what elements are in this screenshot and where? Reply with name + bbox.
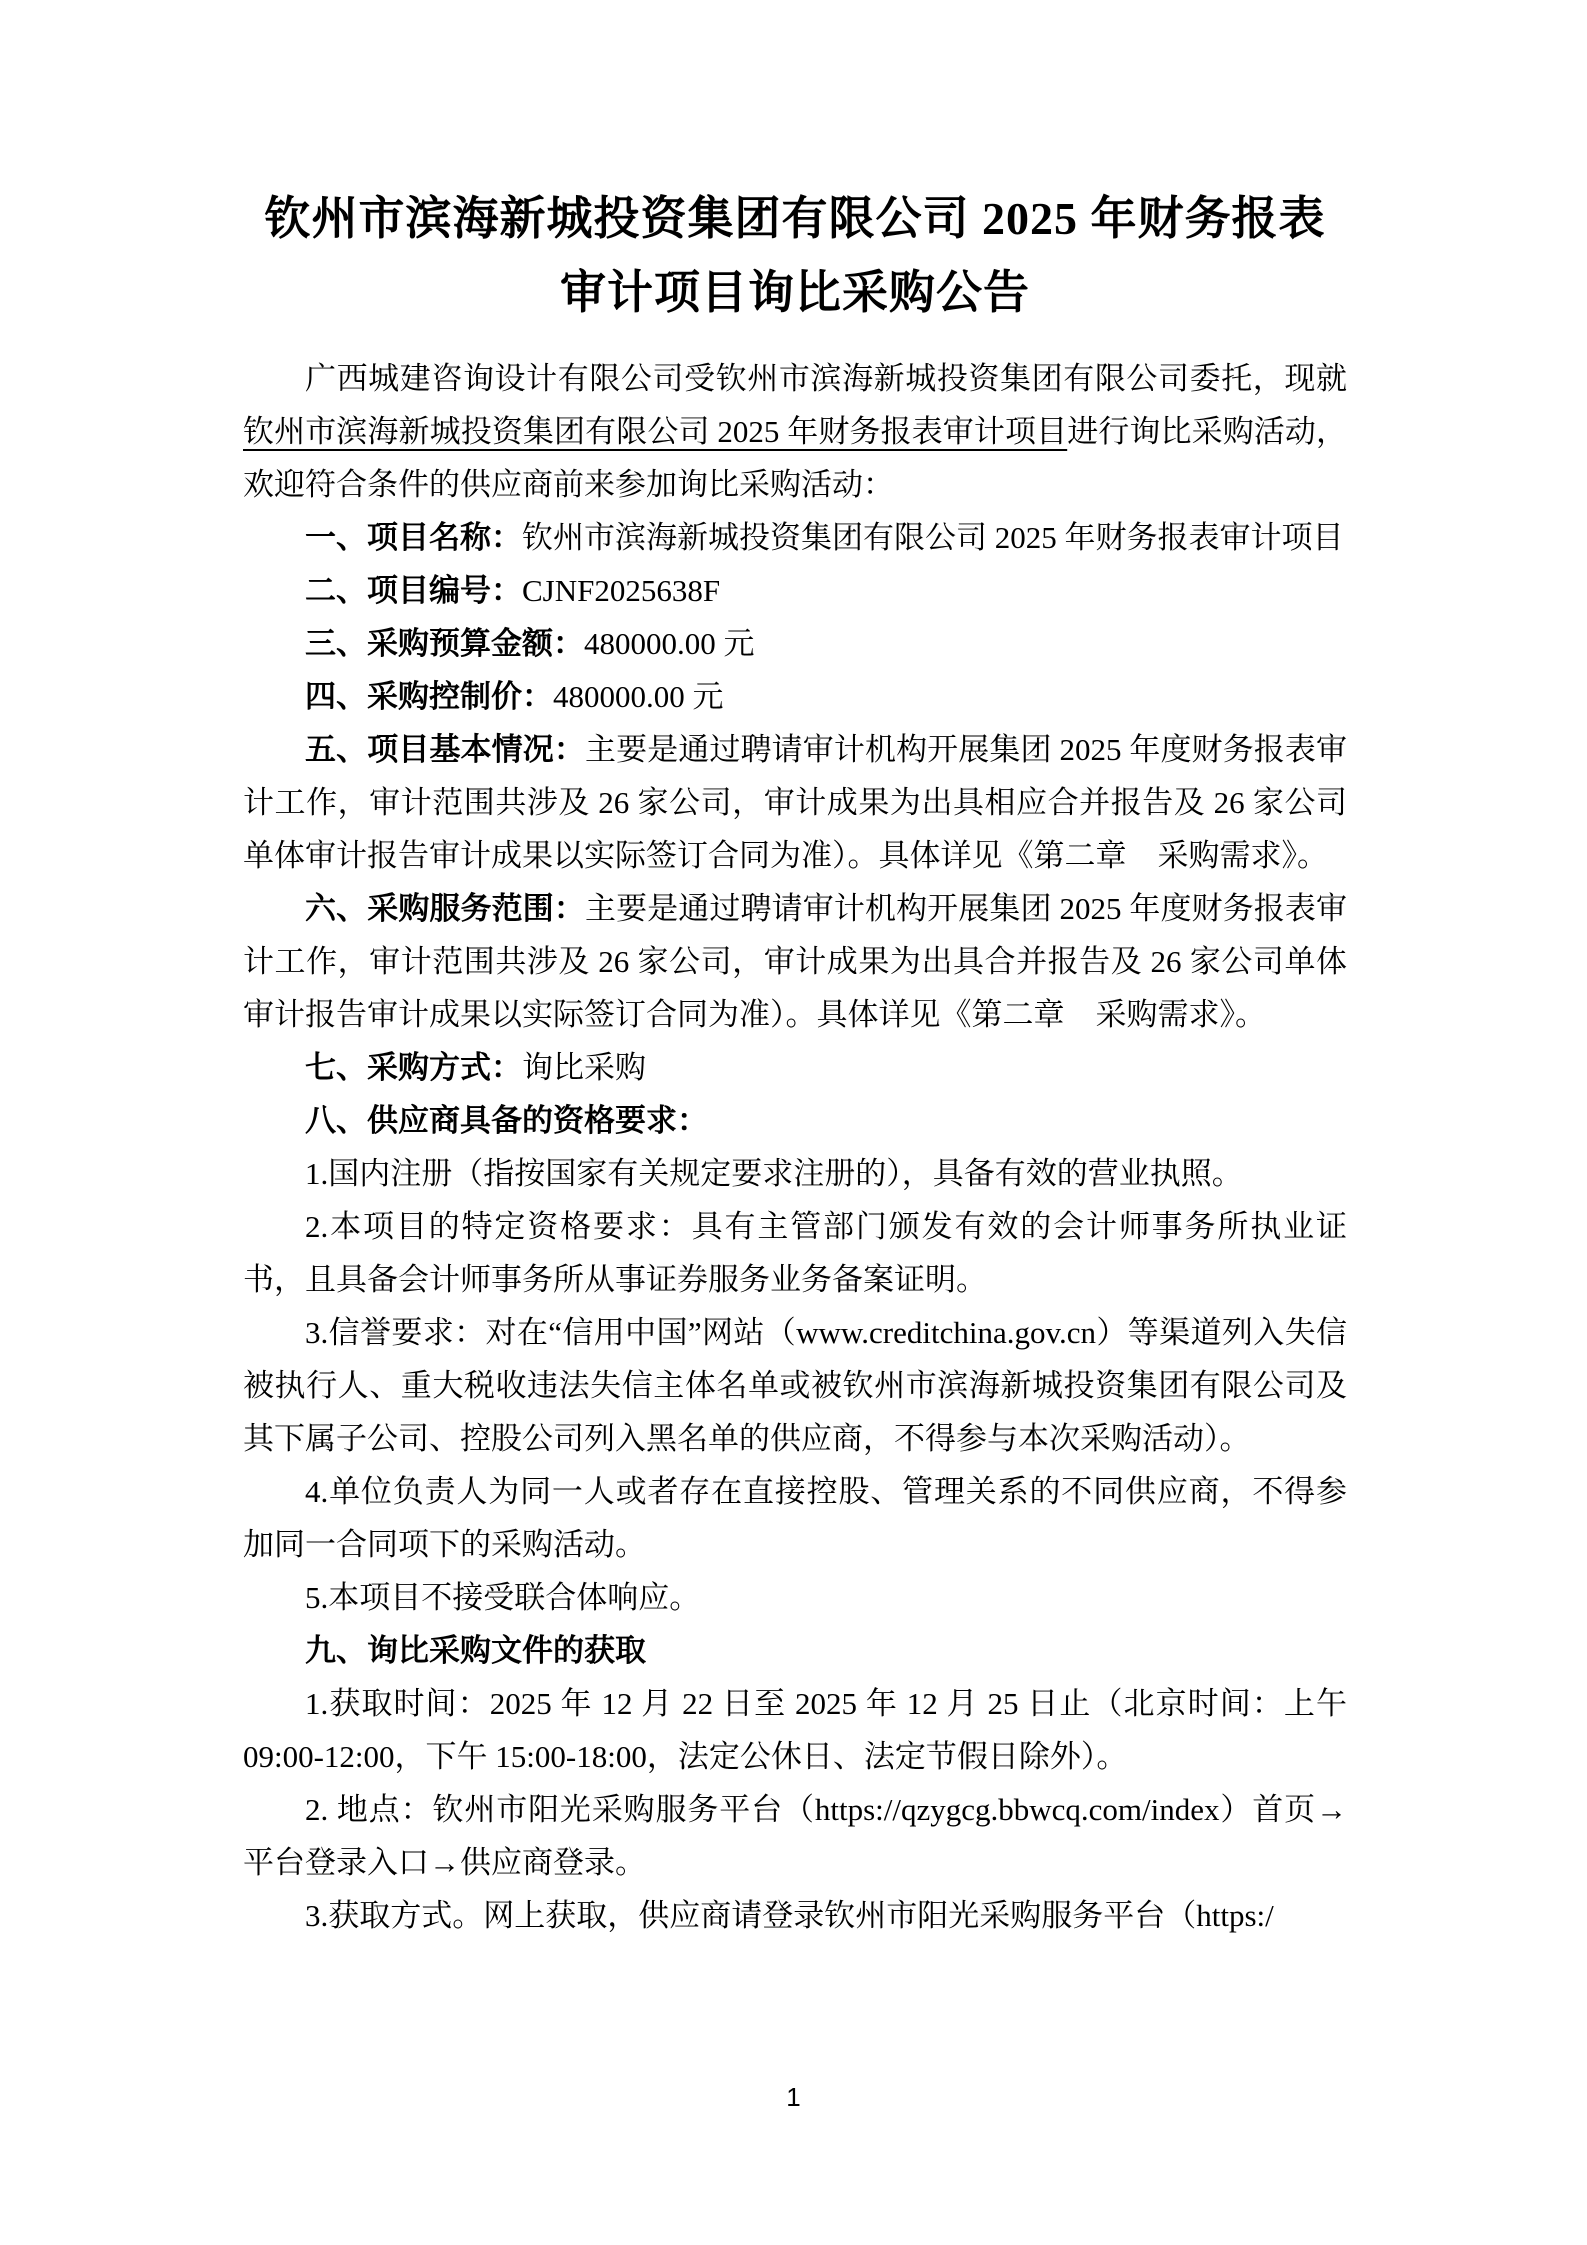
section-paragraph bbox=[243, 617, 1347, 670]
page-footer bbox=[0, 2082, 1587, 2113]
underlined-project-name: 钦州市滨海新城投资集团有限公司 2025 年财务报表审计项目 bbox=[243, 414, 1068, 449]
section-text: 480000.00 元 bbox=[553, 679, 724, 714]
sections-container bbox=[243, 511, 1347, 1942]
section-paragraph bbox=[243, 564, 1347, 617]
section-label: 二、项目编号： bbox=[305, 573, 522, 608]
section-text: CJNF2025638F bbox=[522, 573, 721, 608]
section-paragraph bbox=[243, 1041, 1347, 1094]
section-paragraph bbox=[243, 1147, 1347, 1200]
section-paragraph bbox=[243, 723, 1347, 882]
section-paragraph bbox=[243, 1783, 1347, 1889]
section-text: 钦州市滨海新城投资集团有限公司 2025 年财务报表审计项目 bbox=[522, 520, 1344, 555]
section-text: 3.信誉要求：对在“信用中国”网站（www.creditchina.gov.cn）等渠道列入失信被执行人、重大税收违法失信主体名单或被钦州市滨海新城投资集团有限公司及其下属子公司、控股公司列入黑名单的供应商，不得参与本次采购活动）。 bbox=[243, 1315, 1347, 1456]
section-label: 四、采购控制价： bbox=[305, 679, 553, 714]
section-paragraph bbox=[243, 1677, 1347, 1783]
intro-text-post: 进行询比采购活动，欢迎符合条件的供应商前来参加询比采购活动： bbox=[243, 414, 1348, 502]
section-text: 5.本项目不接受联合体响应。 bbox=[305, 1580, 701, 1615]
section-label: 三、采购预算金额： bbox=[305, 626, 584, 661]
section-text: 3.获取方式。网上获取，供应商请登录钦州市阳光采购服务平台（https:/ bbox=[305, 1898, 1274, 1933]
section-text: 480000.00 元 bbox=[584, 626, 755, 661]
section-paragraph bbox=[243, 1571, 1347, 1624]
section-text: 2. 地点：钦州市阳光采购服务平台（https://qzygcg.bbwcq.com/index）首页→平台登录入口→供应商登录。 bbox=[243, 1792, 1347, 1880]
section-label: 八、供应商具备的资格要求： bbox=[305, 1103, 708, 1138]
section-paragraph bbox=[243, 1200, 1347, 1306]
section-paragraph bbox=[243, 1094, 1347, 1147]
section-paragraph bbox=[243, 1306, 1347, 1465]
section-label: 九、询比采购文件的获取 bbox=[305, 1633, 646, 1668]
section-label: 六、采购服务范围： bbox=[305, 891, 585, 926]
section-paragraph bbox=[243, 1889, 1347, 1942]
section-paragraph bbox=[243, 1465, 1347, 1571]
page-title: 钦州市滨海新城投资集团有限公司 2025 年财务报表审计项目询比采购公告 bbox=[264, 193, 1326, 318]
section-text: 询比采购 bbox=[522, 1050, 646, 1085]
intro-paragraph bbox=[243, 352, 1347, 511]
section-paragraph bbox=[243, 511, 1347, 564]
section-label: 一、项目名称： bbox=[305, 520, 522, 555]
document-content bbox=[243, 182, 1347, 1942]
section-text: 4.单位负责人为同一人或者存在直接控股、管理关系的不同供应商，不得参加同一合同项下的采购活动。 bbox=[243, 1474, 1347, 1562]
section-label: 五、项目基本情况： bbox=[305, 732, 585, 767]
section-label: 七、采购方式： bbox=[305, 1050, 522, 1085]
section-paragraph bbox=[243, 1624, 1347, 1677]
section-text: 主要是通过聘请审计机构开展集团 2025 年度财务报表审计工作，审计范围共涉及 26 家公司，审计成果为出具合并报告及 26 家公司单体审计报告审计成果以实际签订合同为准）。具体详见《第二章 采购需求》。 bbox=[243, 891, 1347, 1032]
section-text: 1.获取时间：2025 年 12 月 22 日至 2025 年 12 月 25 日止（北京时间：上午 09:00-12:00，下午 15:00-18:00，法定公休日、法定节假日除外）。 bbox=[243, 1686, 1347, 1774]
section-text: 主要是通过聘请审计机构开展集团 2025 年度财务报表审计工作，审计范围共涉及 26 家公司，审计成果为出具相应合并报告及 26 家公司单体审计报告审计成果以实际签订合同为准）。具体详见《第二章 采购需求》。 bbox=[243, 732, 1347, 873]
section-paragraph bbox=[243, 670, 1347, 723]
section-text: 1.国内注册（指按国家有关规定要求注册的），具备有效的营业执照。 bbox=[305, 1156, 1243, 1191]
intro-text-pre: 广西城建咨询设计有限公司受钦州市滨海新城投资集团有限公司委托，现就 bbox=[305, 361, 1347, 396]
page-number: 1 bbox=[786, 2082, 801, 2112]
section-text: 2.本项目的特定资格要求：具有主管部门颁发有效的会计师事务所执业证书，且具备会计师事务所从事证券服务业务备案证明。 bbox=[243, 1209, 1347, 1297]
section-paragraph bbox=[243, 882, 1347, 1041]
